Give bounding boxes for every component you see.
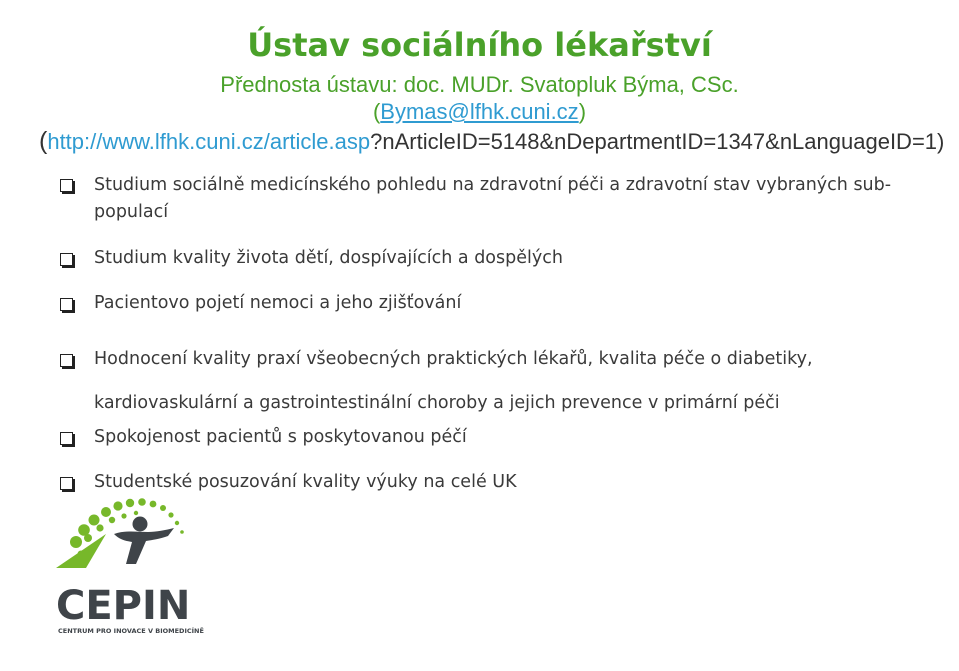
list-item-text: Studentské posuzování kvality výuky na celé UK <box>94 472 517 492</box>
list-item <box>60 337 940 425</box>
list-item <box>60 425 940 449</box>
checkbox-bullet-icon <box>60 354 73 367</box>
email-link[interactable]: Bymas@lfhk.cuni.cz <box>380 99 579 124</box>
department-url <box>39 127 944 156</box>
research-topics-list <box>60 172 940 494</box>
checkbox-bullet-icon <box>60 298 73 311</box>
list-item <box>60 172 940 226</box>
list-item <box>60 246 940 270</box>
department-head: Přednosta ústavu: doc. MUDr. Svatopluk Býma, CSc. <box>220 72 739 97</box>
page-title: Ústav sociálního lékařství <box>247 26 712 64</box>
email-open-paren: ( <box>372 99 381 124</box>
list-item-text: Spokojenost pacientů s poskytovanou péčí <box>94 427 467 447</box>
email-close-paren: ) <box>578 99 587 124</box>
logo-wordmark: CEPIN <box>56 583 191 629</box>
list-item-text: Pacientovo pojetí nemoci a jeho zjišťování <box>94 293 462 313</box>
url-open-paren: ( <box>39 127 48 155</box>
url-link[interactable]: http://www.lfhk.cuni.cz/article.asp <box>47 129 371 154</box>
checkbox-bullet-icon <box>60 477 73 490</box>
list-item-text: Studium sociálně medicínského pohledu na zdravotní péči a zdravotní stav vybraných sub-populací <box>94 175 892 222</box>
email-line <box>0 99 959 125</box>
url-query: ?nArticleID=5148&nDepartmentID=1347&nLanguageID=1) <box>370 129 945 154</box>
checkbox-bullet-icon <box>60 179 73 192</box>
list-item <box>60 291 940 315</box>
list-item-text: Hodnocení kvality praxí všeobecných praktických lékařů, kvalita péče o diabetiky, kardiovaskulární a gastrointestinální choroby a jejich prevence v primární péči <box>94 349 813 413</box>
list-item-text: Studium kvality života dětí, dospívajících a dospělých <box>94 248 563 268</box>
logo-tagline: CENTRUM PRO INOVACE V BIOMEDICÍNĚ <box>58 627 204 635</box>
checkbox-bullet-icon <box>60 253 73 266</box>
checkbox-bullet-icon <box>60 432 73 445</box>
